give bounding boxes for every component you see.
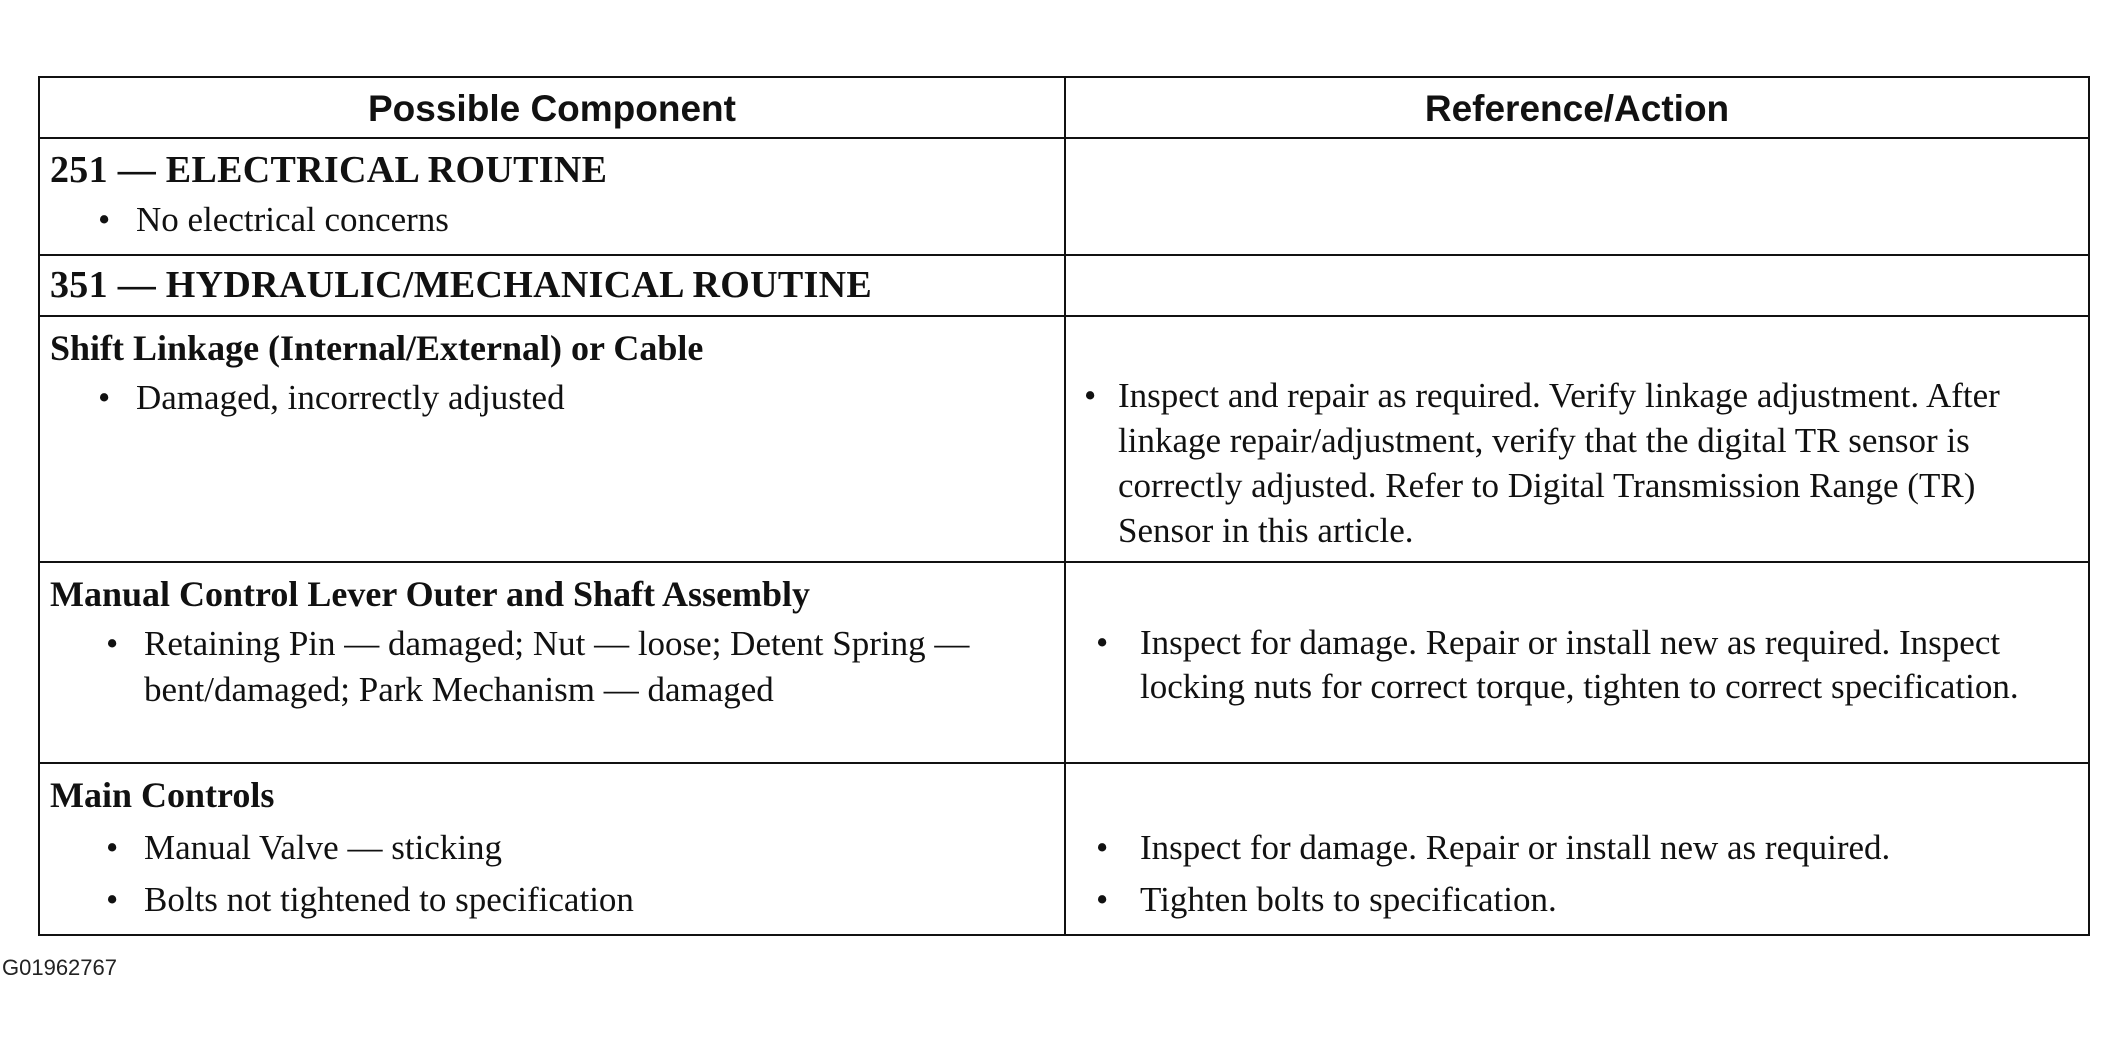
component-list [50,621,1052,713]
action-cell [1065,562,2089,763]
component-title: Main Controls [50,775,275,815]
component-cell [39,763,1065,935]
header-reference-action: Reference/Action [1065,77,2089,138]
figure-id: G01962767 [2,955,117,980]
action-cell [1065,316,2089,562]
list-item: • Inspect for damage. Repair or install new as required. [1088,822,2076,874]
section-title: 351 — HYDRAULIC/MECHANICAL ROUTINE [50,264,872,306]
component-cell [39,138,1065,255]
action-list [1076,621,2076,709]
action-cell [1065,255,2089,316]
action-cell [1065,138,2089,255]
component-list [50,822,1052,926]
header-row [39,77,2089,138]
component-list [50,197,1052,242]
table-row [39,562,2089,763]
component-title: Manual Control Lever Outer and Shaft Assembly [50,574,811,614]
component-list [50,375,1052,420]
table-row [39,316,2089,562]
list-item: • Damaged, incorrectly adjusted [90,375,1052,420]
list-item: • Inspect for damage. Repair or install new as required. Inspect locking nuts for correct torque, tighten to correct specification. [1088,621,2076,709]
component-title: Shift Linkage (Internal/External) or Cable [50,328,704,368]
list-item: • No electrical concerns [90,197,1052,242]
action-list [1076,373,2076,553]
list-item: • Bolts not tightened to specification [98,874,1052,926]
component-cell [39,316,1065,562]
diagnostic-table [38,76,2090,936]
header-possible-component: Possible Component [39,77,1065,138]
list-item: • Tighten bolts to specification. [1088,874,2076,926]
table-row [39,255,2089,316]
list-item: • Manual Valve — sticking [98,822,1052,874]
table-row [39,138,2089,255]
list-item: • Inspect and repair as required. Verify linkage adjustment. After linkage repair/adjustment, verify that the digital TR sensor is correctly adjusted. Refer to Digital Transmission Range (TR) Sensor in this article. [1076,373,2076,553]
component-cell [39,255,1065,316]
action-list [1076,822,2076,926]
list-item: • Retaining Pin — damaged; Nut — loose; Detent Spring — bent/damaged; Park Mechanism — damaged [98,621,1052,713]
section-title: 251 — ELECTRICAL ROUTINE [50,149,608,191]
action-cell [1065,763,2089,935]
table-row [39,763,2089,935]
component-cell [39,562,1065,763]
